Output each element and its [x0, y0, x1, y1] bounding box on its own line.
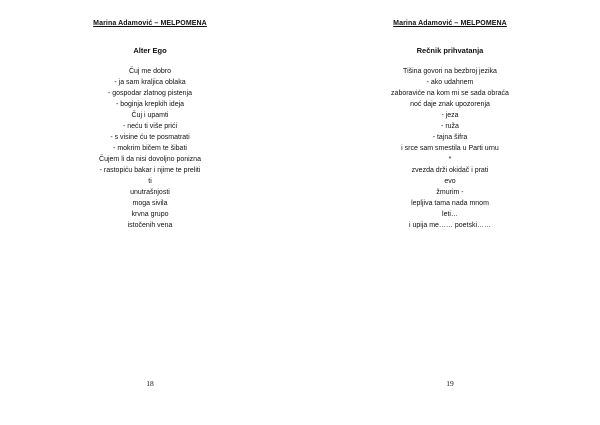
right-poem-body: [300, 66, 600, 231]
right-page-number: 19: [446, 379, 454, 388]
poem-line: - boginja krepkih ideja: [115, 101, 185, 108]
poem-line: Čuj me dobro: [128, 68, 172, 75]
left-running-header: Marina Adamović – MELPOMENA: [93, 20, 207, 27]
poem-line: evo: [444, 178, 456, 185]
poem-line: leti…: [442, 211, 458, 218]
poem-line: - jeza: [441, 112, 459, 119]
poem-line: - ruža: [441, 123, 459, 130]
poem-line: noć daje znak upozorenja: [410, 101, 490, 108]
right-page: [300, 0, 600, 425]
poem-line: - s visine ću te posmatrati: [110, 134, 190, 141]
poem-line: - tajna šifra: [432, 134, 468, 141]
left-poem-title: Alter Ego: [133, 46, 167, 55]
poem-line: Čujem li da nisi dovoljno ponizna: [99, 156, 201, 163]
poem-line: - rastopiću bakar i njime te preliti: [99, 167, 201, 174]
poem-line: unutrašnjosti: [130, 189, 170, 196]
poem-line: i upija me…… poetski……: [408, 222, 492, 229]
right-poem-title: Rečnik prihvatanja: [416, 46, 484, 55]
poem-line: - mokrim bičem te šibati: [113, 145, 187, 152]
poem-line: - neću ti više prići: [122, 123, 178, 130]
poem-line: - gospodar zlatnog pistenja: [107, 90, 193, 97]
poem-line: istočenih vena: [127, 222, 173, 229]
poem-line: zaboraviće na kom mi se sada obraća: [391, 90, 509, 97]
right-running-header: Marina Adamović – MELPOMENA: [393, 20, 507, 27]
poem-line: ti: [148, 178, 152, 185]
poem-line: - ja sam kraljica oblaka: [114, 79, 186, 86]
left-page-number: 18: [146, 379, 154, 388]
poem-line: i srce sam smestila u Parti urnu: [401, 145, 499, 152]
left-poem-body: [0, 66, 300, 231]
poem-line: Čuj i upamti: [131, 112, 169, 119]
poem-line: lepljiva tama nada mnom: [411, 200, 489, 207]
poem-line: Tišina govori na bezbroj jezika: [403, 68, 497, 75]
poem-line: žmurim -: [436, 189, 464, 196]
poem-line: - ako udahnem: [426, 79, 474, 86]
poem-line: krvna grupo: [131, 211, 169, 218]
poem-line: *: [448, 156, 452, 163]
poem-line: zvezda drži okidač i prati: [411, 167, 489, 174]
poem-line: moga sivila: [132, 200, 168, 207]
